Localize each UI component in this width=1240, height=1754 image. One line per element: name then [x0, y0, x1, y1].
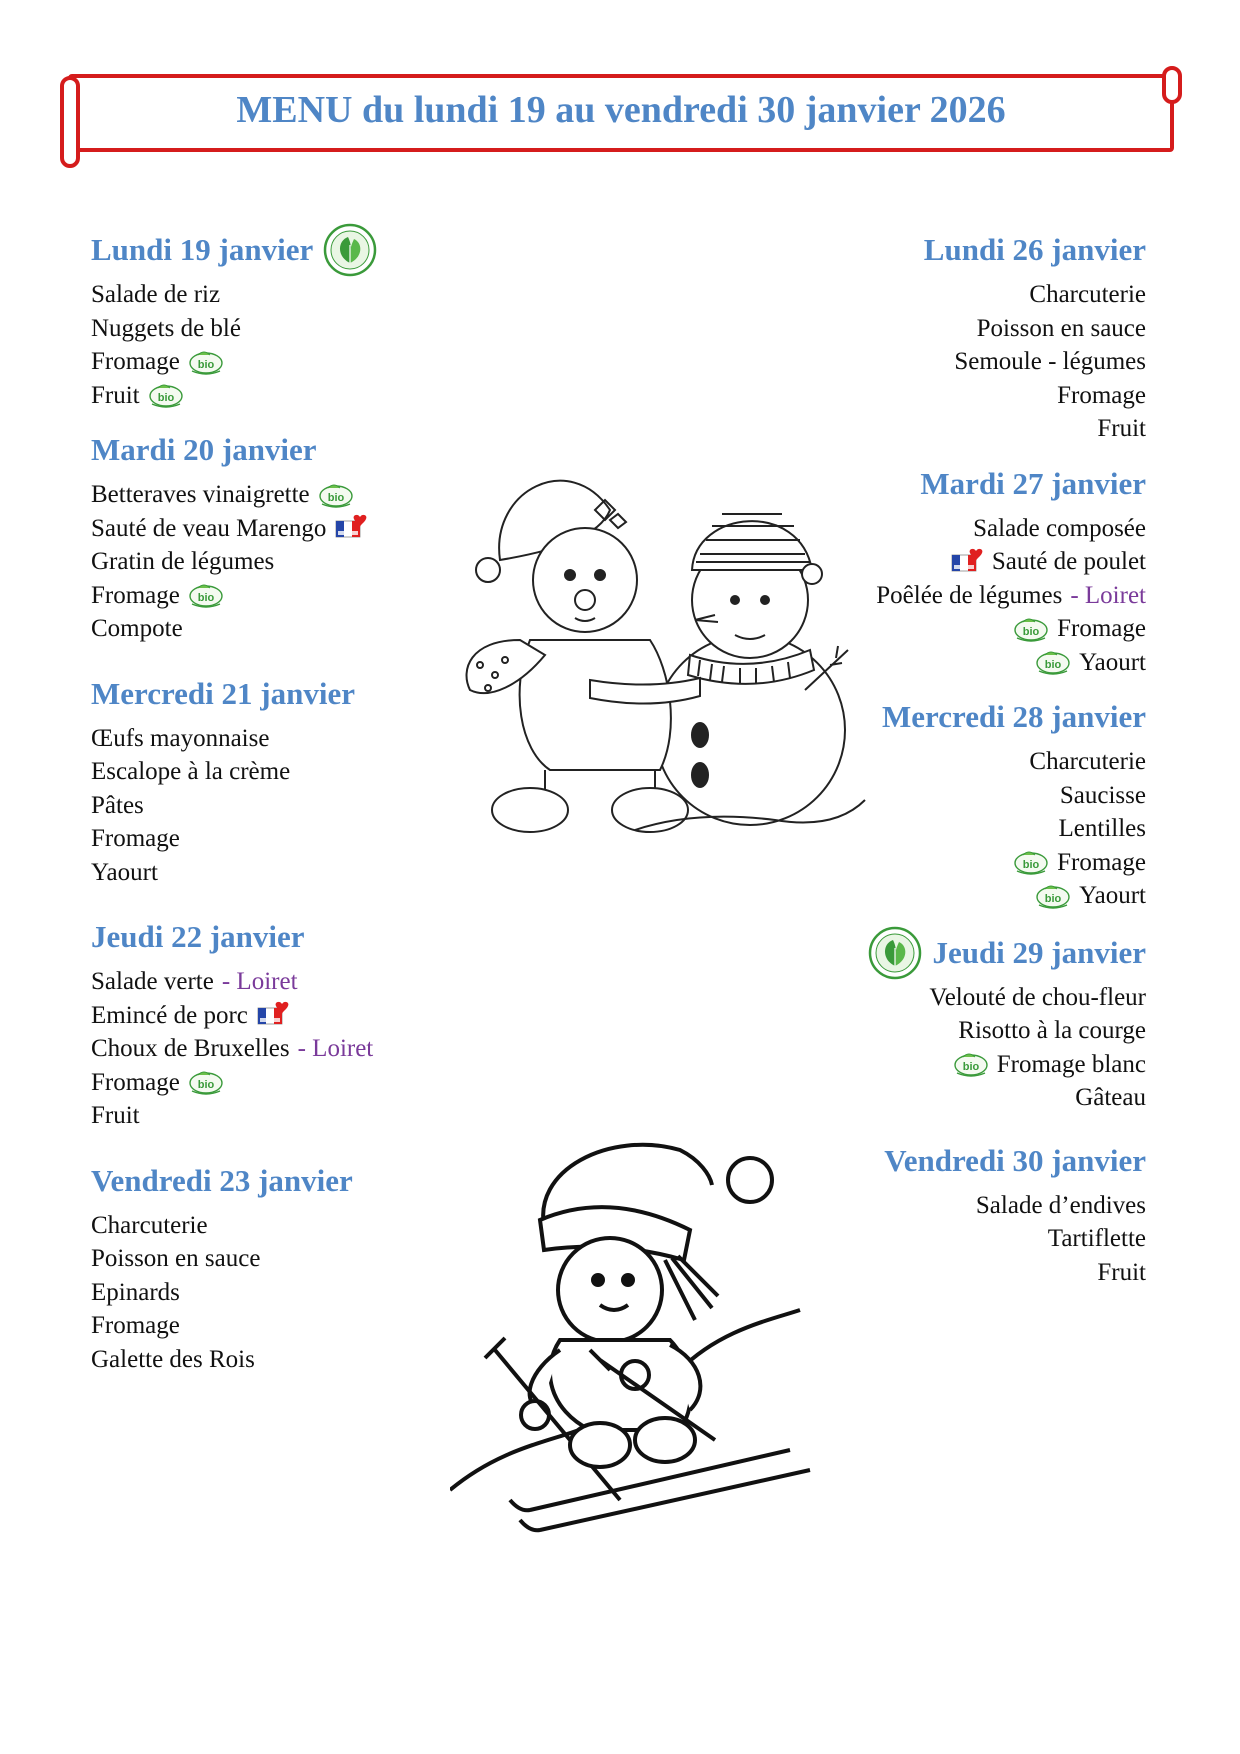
menu-item — [91, 545, 511, 579]
item-label: Fromage — [91, 825, 180, 852]
day-title: Vendredi 23 janvier — [91, 1162, 353, 1198]
menu-item — [686, 312, 1146, 346]
menu-items — [91, 478, 511, 646]
item-label: Fruit — [1097, 1258, 1146, 1286]
day-mardi-20 — [91, 428, 511, 646]
bio-icon — [1013, 616, 1049, 642]
menu-item — [686, 1048, 1146, 1082]
menu-item — [686, 879, 1146, 913]
menu-item — [686, 278, 1146, 312]
item-label: Gratin de légumes — [91, 548, 275, 575]
item-label: Pâtes — [91, 791, 144, 819]
item-label: Nuggets de blé — [91, 314, 241, 342]
menu-item — [91, 1209, 511, 1243]
item-label: Charcuterie — [1029, 748, 1146, 775]
item-label: Fromage — [91, 1312, 180, 1339]
item-label: Lentilles — [1058, 815, 1146, 842]
day-lundi-19 — [91, 228, 511, 412]
day-vendredi-23 — [91, 1159, 511, 1377]
item-label: Risotto à la courge — [958, 1017, 1146, 1044]
item-label: Poisson en sauce — [976, 314, 1146, 342]
item-label: Charcuterie — [1029, 281, 1146, 308]
loiret-origin-label: - Loiret — [221, 968, 298, 995]
item-label: Fromage — [1057, 848, 1146, 876]
vegetarian-icon — [323, 223, 377, 277]
bio-icon — [148, 382, 184, 408]
item-label: Escalope à la crème — [91, 758, 291, 785]
day-title: Mardi 27 janvier — [920, 465, 1146, 501]
loiret-origin-label: - Loiret — [1070, 581, 1146, 609]
bio-icon — [1035, 649, 1071, 675]
menu-item — [91, 579, 511, 613]
day-lundi-26 — [686, 228, 1146, 446]
skier-illustration — [450, 1110, 830, 1540]
item-label: Emincé de porc — [91, 1001, 248, 1029]
item-label: Fromage — [91, 348, 180, 375]
menu-item — [686, 379, 1146, 413]
menu-item — [91, 965, 511, 999]
item-label: Semoule - légumes — [954, 348, 1146, 375]
menu-items — [686, 278, 1146, 446]
day-title: Lundi 26 janvier — [923, 232, 1146, 267]
menu-item — [91, 1276, 511, 1310]
bio-icon — [1013, 849, 1049, 875]
item-label: Yaourt — [91, 858, 158, 886]
menu-item — [91, 856, 511, 890]
menu-item — [91, 722, 511, 756]
menu-item — [91, 1242, 511, 1276]
bio-icon — [188, 1069, 224, 1095]
day-mercredi-21 — [91, 672, 511, 890]
menu-item — [91, 379, 511, 413]
bio-icon — [953, 1051, 989, 1077]
menu-item — [91, 1099, 511, 1133]
day-title: Lundi 19 janvier — [91, 232, 314, 267]
menu-item — [91, 822, 511, 856]
item-label: Œufs mayonnaise — [91, 724, 270, 752]
menu-item — [686, 846, 1146, 880]
item-label: Sauté de veau Marengo — [91, 514, 327, 542]
menu-item — [91, 512, 511, 546]
day-title: Mercredi 28 janvier — [882, 699, 1146, 734]
item-label: Tartiflette — [1047, 1225, 1146, 1252]
item-label: Gâteau — [1075, 1084, 1146, 1111]
loiret-origin-label: - Loiret — [297, 1035, 374, 1062]
day-jeudi-22 — [91, 915, 511, 1133]
item-label: Poêlée de légumes — [876, 581, 1063, 609]
item-label: Salade de riz — [91, 281, 221, 308]
menu-items — [686, 981, 1146, 1115]
menu-item — [91, 1032, 511, 1066]
day-title: Jeudi 22 janvier — [91, 919, 305, 954]
item-label: Fruit — [1097, 415, 1146, 442]
menu-item — [91, 478, 511, 512]
menu-item — [91, 755, 511, 789]
page-title: MENU du lundi 19 au vendredi 30 janvier 2026 — [236, 89, 1006, 131]
title-banner — [68, 74, 1174, 152]
day-title: Mardi 20 janvier — [91, 432, 317, 467]
menu-item — [686, 345, 1146, 379]
menu-item — [686, 1014, 1146, 1048]
menu-items — [91, 1209, 511, 1377]
item-label: Compote — [91, 615, 183, 642]
item-label: Epinards — [91, 1278, 180, 1306]
day-heading — [91, 428, 511, 472]
day-heading — [91, 915, 511, 959]
bio-icon — [1035, 883, 1071, 909]
french-origin-icon — [256, 1000, 290, 1030]
bio-icon — [188, 582, 224, 608]
day-heading — [686, 228, 1146, 272]
item-label: Velouté de chou-fleur — [929, 983, 1146, 1011]
snowman-illustration — [450, 450, 870, 850]
french-origin-icon — [334, 513, 368, 543]
item-label: Fromage — [91, 1068, 180, 1096]
day-heading — [91, 228, 511, 272]
item-label: Saucisse — [1059, 781, 1146, 809]
menu-item — [91, 1343, 511, 1377]
menu-item — [91, 312, 511, 346]
menu-items — [91, 278, 511, 412]
item-label: Salade verte — [91, 968, 214, 995]
item-label: Betteraves vinaigrette — [91, 481, 310, 508]
item-label: Fromage — [91, 581, 180, 609]
menu-item — [91, 278, 511, 312]
item-label: Poisson en sauce — [91, 1245, 261, 1272]
item-label: Fromage — [1057, 615, 1146, 642]
menu-item — [91, 612, 511, 646]
menu-items — [91, 965, 511, 1133]
item-label: Galette des Rois — [91, 1345, 255, 1373]
menu-item — [686, 981, 1146, 1015]
item-label: Yaourt — [1079, 882, 1146, 909]
item-label: Yaourt — [1079, 648, 1146, 676]
item-label: Charcuterie — [91, 1211, 208, 1239]
french-origin-icon — [950, 547, 984, 577]
day-title: Jeudi 29 janvier — [932, 934, 1146, 970]
day-title: Mercredi 21 janvier — [91, 675, 355, 711]
menu-item — [91, 345, 511, 379]
bio-icon — [188, 349, 224, 375]
day-title: Vendredi 30 janvier — [884, 1142, 1146, 1178]
menu-item — [91, 999, 511, 1033]
item-label: Choux de Bruxelles — [91, 1035, 290, 1062]
item-label: Fromage — [1057, 381, 1146, 409]
item-label: Salade d’endives — [975, 1191, 1146, 1219]
day-heading — [91, 1159, 511, 1203]
left-column — [91, 228, 511, 1376]
item-label: Fromage blanc — [996, 1050, 1146, 1078]
item-label: Fruit — [91, 381, 140, 409]
bio-icon — [318, 482, 354, 508]
item-label: Salade composée — [973, 514, 1146, 542]
item-label: Sauté de poulet — [991, 548, 1146, 575]
menu-item — [91, 789, 511, 823]
item-label: Fruit — [91, 1102, 140, 1129]
menu-item — [91, 1309, 511, 1343]
menu-items — [91, 722, 511, 890]
day-jeudi-29 — [686, 931, 1146, 1115]
menu-item — [686, 412, 1146, 446]
day-heading — [91, 672, 511, 716]
menu-item — [91, 1066, 511, 1100]
day-heading — [686, 931, 1146, 975]
vegetarian-icon — [868, 926, 922, 980]
